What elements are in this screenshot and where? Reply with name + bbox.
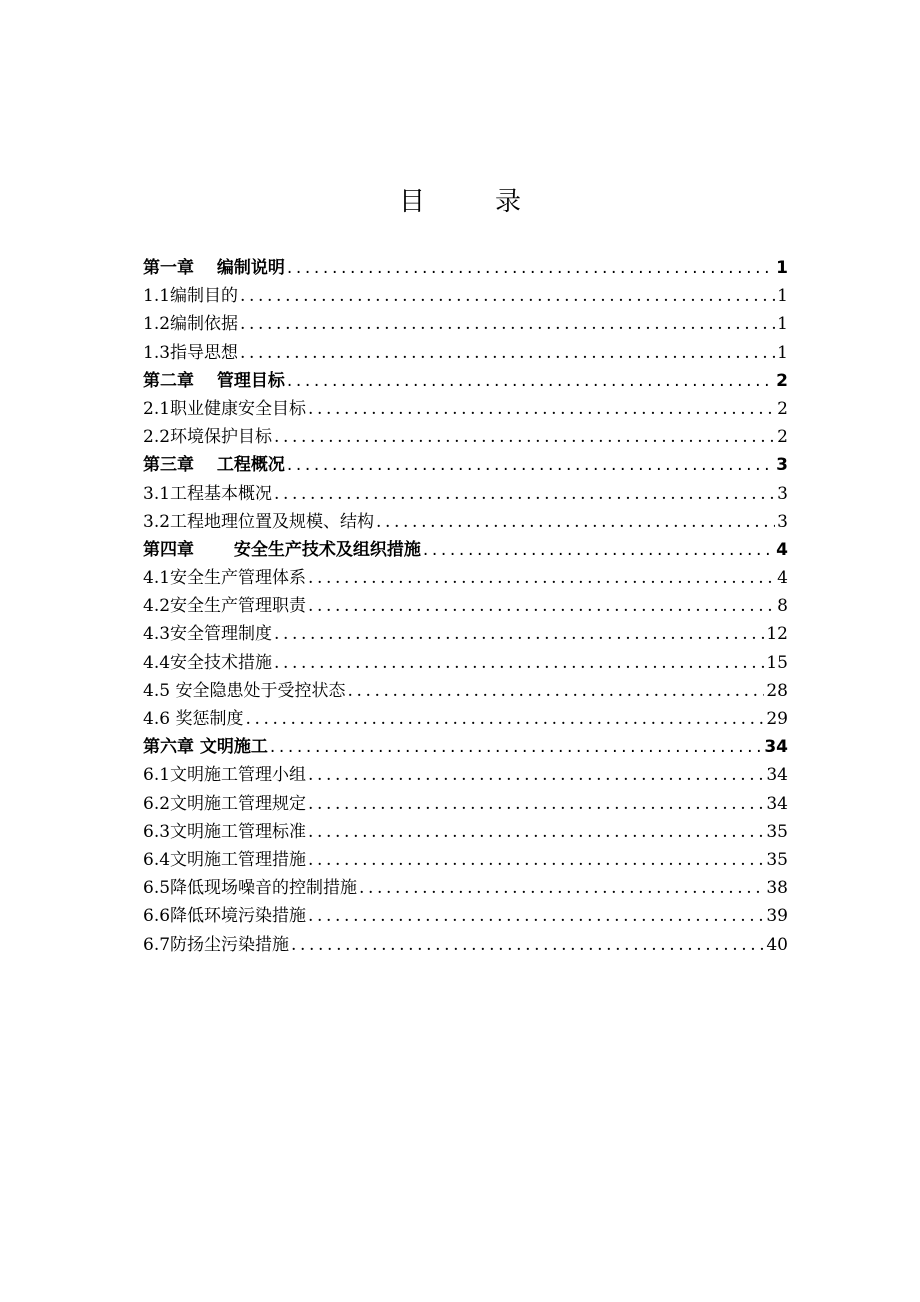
toc-dot-leader: [274, 480, 775, 508]
toc-chapter-entry[interactable]: [143, 536, 788, 564]
toc-section-entry[interactable]: [143, 339, 788, 367]
toc-entry-title: 6.6降低环境污染措施: [143, 906, 307, 927]
toc-section-entry[interactable]: [143, 846, 788, 874]
toc-dot-leader: [287, 367, 774, 395]
toc-section-entry[interactable]: [143, 508, 788, 536]
toc-chapter-entry[interactable]: [143, 367, 788, 395]
toc-dot-leader: [245, 705, 764, 733]
toc-section-entry[interactable]: [143, 790, 788, 818]
toc-section-entry[interactable]: [143, 931, 788, 959]
toc-section-entry[interactable]: [143, 761, 788, 789]
toc-page-number: 2: [777, 398, 788, 419]
toc-dot-leader: [308, 592, 775, 620]
toc-section-entry[interactable]: [143, 649, 788, 677]
toc-chapter-entry[interactable]: [143, 254, 788, 282]
toc-entry-title: 6.7防扬尘污染措施: [143, 934, 290, 955]
toc-entry-title: 3.1工程基本概况: [143, 483, 273, 504]
toc-entry-title: 4.3安全管理制度: [143, 624, 273, 645]
toc-page-number: 35: [766, 821, 788, 842]
toc-dot-leader: [308, 564, 775, 592]
toc-entry-title: 6.1文明施工管理小组: [143, 765, 307, 786]
toc-dot-leader: [240, 339, 775, 367]
toc-section-entry[interactable]: [143, 480, 788, 508]
toc-page-number: 34: [766, 765, 788, 786]
toc-section-entry[interactable]: [143, 818, 788, 846]
toc-dot-leader: [308, 846, 764, 874]
toc-chapter-entry[interactable]: [143, 733, 788, 761]
toc-page-number: 1: [776, 258, 788, 278]
toc-entry-title: 4.6 奖惩制度: [143, 709, 244, 729]
toc-page-number: 35: [766, 849, 788, 870]
toc-title: 目 录: [398, 187, 543, 217]
toc-entry-title: 第四章 安全生产技术及组织措施: [143, 539, 421, 560]
toc-page-number: 1: [777, 314, 788, 335]
toc-dot-leader: [308, 395, 775, 423]
toc-dot-leader: [347, 677, 764, 705]
toc-entry-title: 6.2文明施工管理规定: [143, 793, 307, 814]
toc-dot-leader: [274, 423, 775, 451]
toc-page-number: 34: [766, 793, 788, 814]
toc-dot-leader: [359, 874, 764, 902]
toc-section-entry[interactable]: [143, 705, 788, 733]
toc-dot-leader: [376, 508, 775, 536]
toc-page-number: 3: [777, 483, 788, 504]
toc-dot-leader: [270, 733, 762, 761]
toc-dot-leader: [308, 818, 764, 846]
toc-entry-title: 1.1编制目的: [143, 286, 239, 307]
toc-section-entry[interactable]: [143, 620, 788, 648]
toc-dot-leader: [274, 649, 764, 677]
toc-dot-leader: [287, 451, 774, 479]
toc-page-number: 12: [766, 624, 788, 645]
toc-page-number: 3: [776, 455, 788, 476]
toc-page-number: 38: [766, 878, 788, 899]
toc-page-number: 29: [766, 709, 788, 729]
toc-section-entry[interactable]: [143, 592, 788, 620]
toc-section-entry[interactable]: [143, 902, 788, 930]
table-of-contents: [143, 254, 788, 959]
toc-chapter-entry[interactable]: [143, 451, 788, 479]
toc-dot-leader: [308, 902, 764, 930]
toc-dot-leader: [274, 620, 764, 648]
toc-dot-leader: [240, 282, 775, 310]
toc-page-number: 39: [766, 906, 788, 927]
toc-page-number: 28: [766, 680, 788, 701]
toc-page-number: 1: [777, 342, 788, 363]
toc-page-number: 34: [764, 737, 788, 758]
toc-page-number: 40: [766, 934, 788, 955]
toc-entry-title: 第六章 文明施工: [143, 737, 268, 758]
toc-dot-leader: [308, 761, 764, 789]
toc-entry-title: 1.2编制依据: [143, 314, 239, 335]
toc-section-entry[interactable]: [143, 310, 788, 338]
toc-dot-leader: [291, 931, 764, 959]
toc-page-number: 4: [777, 568, 788, 589]
toc-entry-title: 4.2安全生产管理职责: [143, 596, 307, 617]
toc-page-number: 1: [777, 286, 788, 307]
toc-entry-title: 第一章 编制说明: [143, 258, 285, 278]
toc-page-number: 15: [766, 652, 788, 673]
toc-entry-title: 6.3文明施工管理标准: [143, 821, 307, 842]
toc-entry-title: 3.2工程地理位置及规模、结构: [143, 511, 375, 532]
toc-section-entry[interactable]: [143, 282, 788, 310]
toc-section-entry[interactable]: [143, 423, 788, 451]
toc-page-number: 2: [776, 370, 788, 391]
toc-dot-leader: [308, 790, 764, 818]
toc-section-entry[interactable]: [143, 874, 788, 902]
toc-entry-title: 2.2环境保护目标: [143, 427, 273, 448]
toc-section-entry[interactable]: [143, 395, 788, 423]
toc-entry-title: 6.4文明施工管理措施: [143, 849, 307, 870]
toc-page-number: 4: [776, 539, 788, 560]
toc-page-number: 3: [777, 511, 788, 532]
toc-entry-title: 第三章 工程概况: [143, 455, 285, 476]
toc-entry-title: 4.4安全技术措施: [143, 652, 273, 673]
toc-dot-leader: [240, 310, 775, 338]
toc-entry-title: 2.1职业健康安全目标: [143, 398, 307, 419]
toc-dot-leader: [287, 254, 774, 282]
toc-entry-title: 第二章 管理目标: [143, 370, 285, 391]
toc-section-entry[interactable]: [143, 564, 788, 592]
toc-entry-title: 1.3指导思想: [143, 342, 239, 363]
toc-page-number: 8: [777, 596, 788, 617]
toc-dot-leader: [423, 536, 774, 564]
toc-entry-title: 4.5 安全隐患处于受控状态: [143, 680, 346, 701]
toc-section-entry[interactable]: [143, 677, 788, 705]
toc-page-number: 2: [777, 427, 788, 448]
toc-entry-title: 4.1安全生产管理体系: [143, 568, 307, 589]
toc-entry-title: 6.5降低现场噪音的控制措施: [143, 878, 358, 899]
